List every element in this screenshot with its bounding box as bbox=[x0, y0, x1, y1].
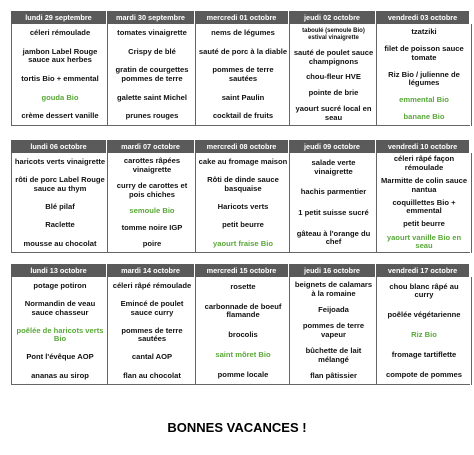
menu-item: haricots verts vinaigrette bbox=[14, 156, 106, 166]
day-header: jeudi 16 octobre bbox=[289, 264, 375, 277]
day-menu bbox=[289, 153, 377, 253]
menu-item: poêlée végétarienne bbox=[387, 310, 461, 320]
menu-item: céleri rémoulade bbox=[29, 28, 91, 38]
menu-item: gouda Bio bbox=[41, 92, 79, 102]
menu-week bbox=[11, 264, 470, 385]
menu-item: tortis Bio + emmental bbox=[21, 73, 99, 83]
day-header: mercredi 15 octobre bbox=[195, 264, 288, 277]
menu-item: Raclette bbox=[45, 220, 75, 230]
day-header: lundi 06 octobre bbox=[11, 140, 106, 153]
menu-item: yaourt fraise Bio bbox=[213, 238, 273, 248]
menu-item: taboulé (semoule Bio) estival vinaigrette bbox=[302, 27, 365, 41]
week-divider bbox=[11, 125, 470, 126]
menu-item: Crispy de blé bbox=[128, 46, 176, 56]
menu-item: carbonnade de boeuf flamande bbox=[204, 301, 282, 320]
menu-item: saint Paulin bbox=[221, 92, 265, 102]
day-menu bbox=[289, 24, 377, 126]
day-header: lundi 29 septembre bbox=[11, 11, 106, 24]
menu-item: rosette bbox=[230, 281, 256, 291]
closing-message: BONNES VACANCES ! bbox=[167, 420, 307, 435]
menu-item: flan au chocolat bbox=[123, 370, 181, 380]
menu-item: yaourt vanille Bio en seau bbox=[386, 232, 462, 251]
day-menu bbox=[195, 277, 290, 385]
menu-item: gâteau à l'orange du chef bbox=[296, 228, 371, 247]
menu-item: filet de poisson sauce tomate bbox=[384, 44, 464, 62]
day-menu bbox=[376, 153, 472, 253]
menu-item: cantal AOP bbox=[131, 352, 173, 362]
menu-item: bûchette de lait mélangé bbox=[305, 346, 362, 365]
menu-item: Marmitte de colin sauce nantua bbox=[380, 175, 468, 194]
menu-item: salade verte vinaigrette bbox=[311, 158, 356, 176]
menu-item: pomme locale bbox=[217, 369, 269, 379]
menu-item: semoule Bio bbox=[129, 206, 175, 216]
menu-item: Feijoada bbox=[318, 304, 349, 314]
day-header: vendredi 17 octobre bbox=[376, 264, 469, 277]
menu-item: coquillettes Bio + emmental bbox=[392, 197, 456, 216]
menu-item: Riz Bio bbox=[411, 329, 437, 339]
menu-item: poire bbox=[142, 239, 162, 249]
menu-item: chou blanc râpé au curry bbox=[389, 281, 459, 300]
day-menu bbox=[376, 277, 472, 385]
menu-item: pommes de terre vapeur bbox=[302, 321, 365, 339]
menu-item: pointe de brie bbox=[308, 88, 359, 98]
day-menu bbox=[11, 277, 108, 385]
menu-item: hachis parmentier bbox=[300, 187, 367, 197]
week-divider bbox=[11, 252, 470, 253]
day-header: mardi 14 octobre bbox=[107, 264, 194, 277]
day-header: vendredi 10 octobre bbox=[376, 140, 469, 153]
menu-item: sauté de porc à la diable bbox=[198, 46, 288, 56]
menu-item: poêlée de haricots verts Bio bbox=[16, 325, 104, 344]
day-header: vendredi 03 octobre bbox=[376, 11, 469, 24]
menu-item: saint môret Bio bbox=[215, 349, 271, 359]
menu-item: carottes râpées vinaigrette bbox=[123, 155, 181, 174]
menu-item: brocolis bbox=[228, 329, 258, 339]
menu-item: Haricots verts bbox=[217, 202, 269, 211]
day-menu bbox=[107, 153, 196, 253]
menu-item: flan pâtissier bbox=[310, 371, 357, 381]
menu-item: Pont l'évêque AOP bbox=[26, 352, 94, 362]
menu-item: gratin de courgettes pommes de terre bbox=[115, 65, 189, 83]
menu-item: jambon Label Rouge sauce aux herbes bbox=[22, 46, 98, 65]
day-header: mardi 30 septembre bbox=[107, 11, 194, 24]
menu-item: yaourt sucré local en seau bbox=[295, 104, 372, 122]
menu-item: rôti de porc Label Rouge sauce au thym bbox=[15, 175, 105, 193]
menu-item: pommes de terre sautées bbox=[121, 325, 183, 344]
menu-item: petit beurre bbox=[222, 220, 264, 230]
menu-item: Blé pilaf bbox=[45, 202, 75, 211]
menu-item: Rôti de dinde sauce basquaise bbox=[207, 175, 279, 193]
menu-week bbox=[11, 11, 470, 126]
menu-item: petit beurre bbox=[403, 219, 445, 229]
menu-item: pommes de terre sautées bbox=[212, 65, 274, 83]
day-menu bbox=[195, 153, 290, 253]
menu-item: céleri râpé façon rémoulade bbox=[393, 154, 455, 172]
menu-item: nems de légumes bbox=[211, 28, 275, 38]
day-header: jeudi 09 octobre bbox=[289, 140, 375, 153]
menu-item: céleri râpé rémoulade bbox=[112, 280, 192, 290]
menu-item: tzatziki bbox=[411, 27, 437, 37]
day-menu bbox=[195, 24, 290, 126]
day-menu bbox=[376, 24, 472, 126]
menu-item: emmental Bio bbox=[399, 95, 449, 105]
day-menu bbox=[107, 277, 196, 385]
menu-item: Emincé de poulet sauce curry bbox=[120, 298, 184, 317]
menu-item: compote de pommes bbox=[386, 369, 462, 379]
day-menu bbox=[289, 277, 377, 385]
menu-item: ananas au sirop bbox=[31, 370, 89, 380]
day-header: mardi 07 octobre bbox=[107, 140, 194, 153]
menu-item: fromage tartiflette bbox=[391, 349, 457, 359]
menu-item: prunes rouges bbox=[125, 111, 179, 121]
day-menu bbox=[107, 24, 196, 126]
menu-item: 1 petit suisse sucré bbox=[298, 208, 369, 218]
day-menu bbox=[11, 153, 108, 253]
menu-item: sauté de poulet sauce champignons bbox=[293, 47, 374, 66]
day-header: jeudi 02 octobre bbox=[289, 11, 375, 24]
menu-item: cake au fromage maison bbox=[198, 156, 288, 166]
day-header: lundi 13 octobre bbox=[11, 264, 106, 277]
menu-item: Normandin de veau sauce chasseur bbox=[24, 298, 96, 317]
menu-item: banane Bio bbox=[403, 112, 445, 122]
menu-item: potage potiron bbox=[33, 280, 87, 290]
menu-item: tomates vinaigrette bbox=[117, 28, 187, 38]
menu-item: Riz Bio / julienne de légumes bbox=[388, 69, 460, 88]
week-divider bbox=[11, 384, 470, 385]
menu-item: crème dessert vanille bbox=[21, 111, 99, 121]
menu-item: beignets de calamars à la romaine bbox=[294, 279, 373, 298]
day-menu bbox=[11, 24, 108, 126]
menu-item: curry de carottes et pois chiches bbox=[116, 181, 188, 199]
menu-item: mousse au chocolat bbox=[23, 238, 97, 248]
day-header: mercredi 01 octobre bbox=[195, 11, 288, 24]
menu-item: tomme noire IGP bbox=[121, 222, 183, 232]
menu-item: galette saint Michel bbox=[116, 92, 188, 102]
menu-item: cocktail de fruits bbox=[212, 111, 274, 121]
menu-item: chou-fleur HVE bbox=[306, 72, 361, 82]
menu-week bbox=[11, 140, 470, 253]
day-header: mercredi 08 octobre bbox=[195, 140, 288, 153]
